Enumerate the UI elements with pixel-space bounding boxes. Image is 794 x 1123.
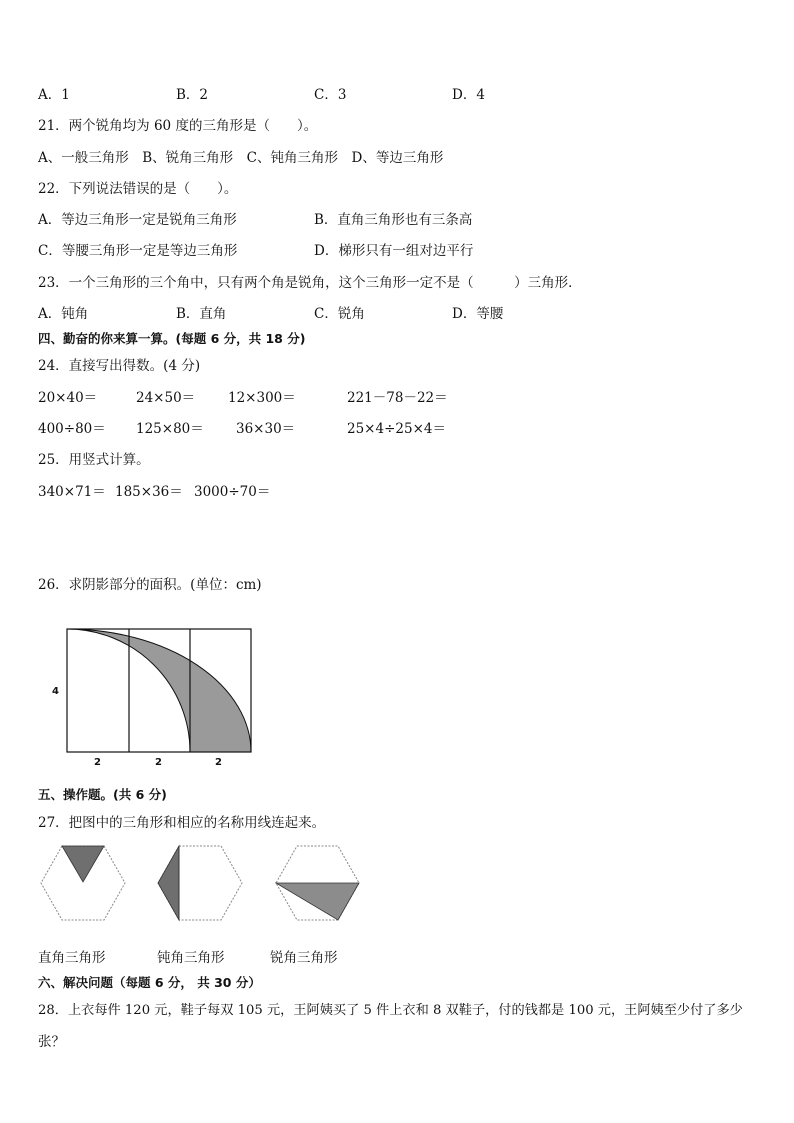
q21-options: A、一般三角形 B、锐角三角形 C、钝角三角形 D、等边三角形 — [38, 150, 444, 166]
q20-option-b: B．2 — [176, 87, 209, 103]
q27-hexagon-1 — [41, 846, 125, 920]
q22-stem: 22．下列说法错误的是（ ）。 — [38, 181, 238, 197]
q23-option-c: C．锐角 — [314, 306, 365, 322]
q24-r1-3: 12×300＝ — [228, 390, 296, 406]
q26-stem: 26．求阴影部分的面积。(单位：cm) — [38, 577, 262, 593]
q24-r2-4: 25×4÷25×4＝ — [347, 421, 446, 437]
q27-triangle-2 — [158, 846, 179, 920]
q26-width-label-2: 2 — [155, 757, 162, 768]
q24-r1-4: 221－78－22＝ — [347, 390, 448, 406]
q26-rectangle — [67, 629, 251, 752]
q22-option-d: D．梯形只有一组对边平行 — [314, 243, 474, 259]
q26-shaded-region — [67, 629, 251, 752]
q27-stem: 27．把图中的三角形和相应的名称用线连起来。 — [38, 815, 326, 831]
q24-r1-2: 24×50＝ — [136, 390, 196, 406]
q28-line-1: 28．上衣每件 120 元，鞋子每双 105 元，王阿姨买了 5 件上衣和 8 双鞋子，付的钱都是 100 元，王阿姨至少付了多少 — [38, 1003, 743, 1018]
q27-name-obtuse: 钝角三角形 — [157, 950, 225, 966]
q20-option-a: A．1 — [38, 87, 70, 103]
q27-hexagon-2 — [158, 846, 242, 920]
q23-option-b: B．直角 — [176, 306, 227, 322]
q27-triangle-3 — [276, 883, 359, 920]
q21-stem: 21．两个锐角均为 60 度的三角形是（ ）。 — [38, 118, 318, 134]
section5-title: 五、操作题。(共 6 分) — [38, 787, 167, 802]
q26-height-label: 4 — [52, 686, 59, 697]
q20-option-d: D．4 — [452, 87, 485, 103]
q23-option-a: A．钝角 — [38, 306, 89, 322]
q28-line-2: 张？ — [38, 1034, 65, 1050]
q25-item-2: 185×36＝ — [115, 484, 183, 500]
q24-r2-1: 400÷80＝ — [38, 421, 106, 437]
q23-stem: 23．一个三角形的三个角中，只有两个角是锐角，这个三角形一定不是（ ）三角形． — [38, 275, 582, 291]
q22-option-c: C．等腰三角形一定是等边三角形 — [38, 243, 238, 259]
q25-item-1: 340×71＝ — [38, 484, 106, 500]
q25-stem: 25．用竖式计算。 — [38, 452, 150, 468]
q27-triangle-1 — [62, 846, 104, 882]
section4-title: 四、勤奋的你来算一算。(每题 6 分，共 18 分) — [38, 331, 306, 346]
q23-option-d: D．等腰 — [452, 306, 504, 322]
q22-option-b: B．直角三角形也有三条高 — [314, 212, 473, 228]
q27-hexagon-3 — [276, 846, 359, 920]
q24-stem: 24．直接写出得数。(4 分) — [38, 358, 201, 374]
q25-item-3: 3000÷70＝ — [194, 484, 271, 500]
q26-width-label-3: 2 — [215, 757, 222, 768]
q24-r1-1: 20×40＝ — [38, 390, 98, 406]
section6-title: 六、解决问题（每题 6 分， 共 30 分） — [38, 975, 261, 990]
q22-option-a: A．等边三角形一定是锐角三角形 — [38, 212, 237, 228]
q24-r2-3: 36×30＝ — [236, 421, 296, 437]
q24-r2-2: 125×80＝ — [136, 421, 204, 437]
q26-width-label-1: 2 — [94, 757, 101, 768]
q20-option-c: C．3 — [314, 87, 347, 103]
q27-name-acute: 锐角三角形 — [270, 950, 338, 966]
q27-name-right: 直角三角形 — [38, 950, 106, 966]
